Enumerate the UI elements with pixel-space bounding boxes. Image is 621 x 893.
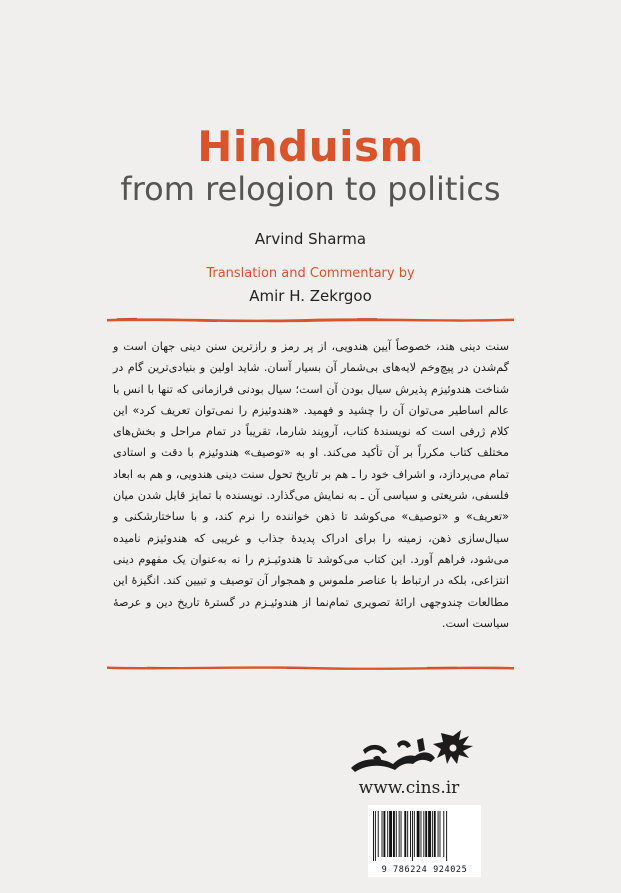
barcode-bar	[425, 811, 427, 857]
barcode-bar	[407, 811, 408, 857]
barcode-bar	[432, 811, 433, 857]
book-title: Hinduism	[197, 122, 424, 171]
barcode-bar	[375, 811, 376, 861]
barcode-bar	[383, 811, 385, 857]
brush-divider-top	[107, 316, 514, 323]
barcode-bar	[434, 811, 436, 857]
barcode-bar	[401, 811, 402, 857]
book-subtitle: from relogion to politics	[120, 170, 501, 208]
publisher-website: www.cins.ir	[358, 778, 460, 798]
brush-divider-bottom	[107, 664, 514, 671]
barcode	[368, 805, 481, 877]
author-name: Arvind Sharma	[254, 230, 367, 248]
barcode-bar	[440, 811, 441, 857]
barcode-bar	[414, 811, 415, 857]
translator-name: Amir H. Zekrgoo	[249, 287, 372, 305]
barcode-bar	[393, 811, 395, 857]
barcode-bar	[389, 811, 392, 857]
barcode-bar	[417, 811, 420, 857]
translation-label: Translation and Commentary by	[206, 266, 415, 281]
barcode-bar	[387, 811, 388, 857]
barcode-bar	[373, 811, 374, 861]
barcode-bar	[423, 811, 424, 857]
barcode-bar	[396, 811, 397, 857]
barcode-bar	[446, 811, 447, 861]
barcode-bar	[378, 811, 379, 857]
barcode-bar	[399, 811, 400, 857]
barcode-bars	[372, 811, 477, 861]
isbn-number: 9 786224 924025	[381, 865, 468, 875]
barcode-bar	[412, 811, 413, 861]
barcode-bar	[382, 811, 383, 857]
barcode-bar	[410, 811, 411, 857]
barcode-bar	[438, 811, 439, 857]
blurb-text: سنت دینی هند، خصوصاً آیین هندویی، از پر رمز و رازترین سنن دینی جهان است و گم‌شدن در پیچ‌وخم لایه‌های بی‌شمار آن بسیار آسان. شاید اولین و بنیادی‌ترین گام در شناخت هندوئیزم پذیرش سیال بودن آن است؛ سیال بودنی فرازمانی که تنها با انس با عالم اساطیر می‌توان آن را چشید و فهمید. «هندوئیزم را نمی‌توان تعریف کرد» این کلام ژرفی است که نویسندهٔ کتاب، آروپند شارما، تقریباً در تمام مراحل و بخش‌های مختلف کتاب مکرراً بر آن تأکید می‌کند. او به «توصیف» هندوئیزم با دقت و استادی تمام می‌پردازد، و اشراف خود را ـ هم بر تاریخ تحول سنت دینی هندویی، و هم به ابعاد فلسفی، شریعتی و سیاسی آن ـ به نمایش می‌گذارد. نویسنده با تمایز قایل شدن میان «تعریف» و «توصیف» می‌کوشد تا ذهن خواننده را نرم کند، و با ساختارشکنی و سیال‌سازی ذهن، زمینه را برای ادراک پدیدهٔ جذاب و غریبی که هندوئیزم نامیده می‌شود، فراهم آورد. این کتاب می‌کوشد تا هندوئیـزم را نه به‌عنوان یک مفهوم دینی انتزاعی، بلکه در ارتباط با عناصر ملموس و همجوار آن توصیف و تبیین کند. انگیزهٔ این مطالعات چندوجهی ارائهٔ تصویری تمام‌نما از هندوئیـزم در گسترهٔ تاریخ دین و عرصهٔ سیاست است.	[113, 340, 509, 630]
publisher-logo-icon	[343, 728, 475, 778]
barcode-bar	[443, 811, 444, 857]
barcode-bar	[421, 811, 422, 857]
barcode-bar	[428, 811, 431, 857]
barcode-bar	[404, 811, 406, 857]
